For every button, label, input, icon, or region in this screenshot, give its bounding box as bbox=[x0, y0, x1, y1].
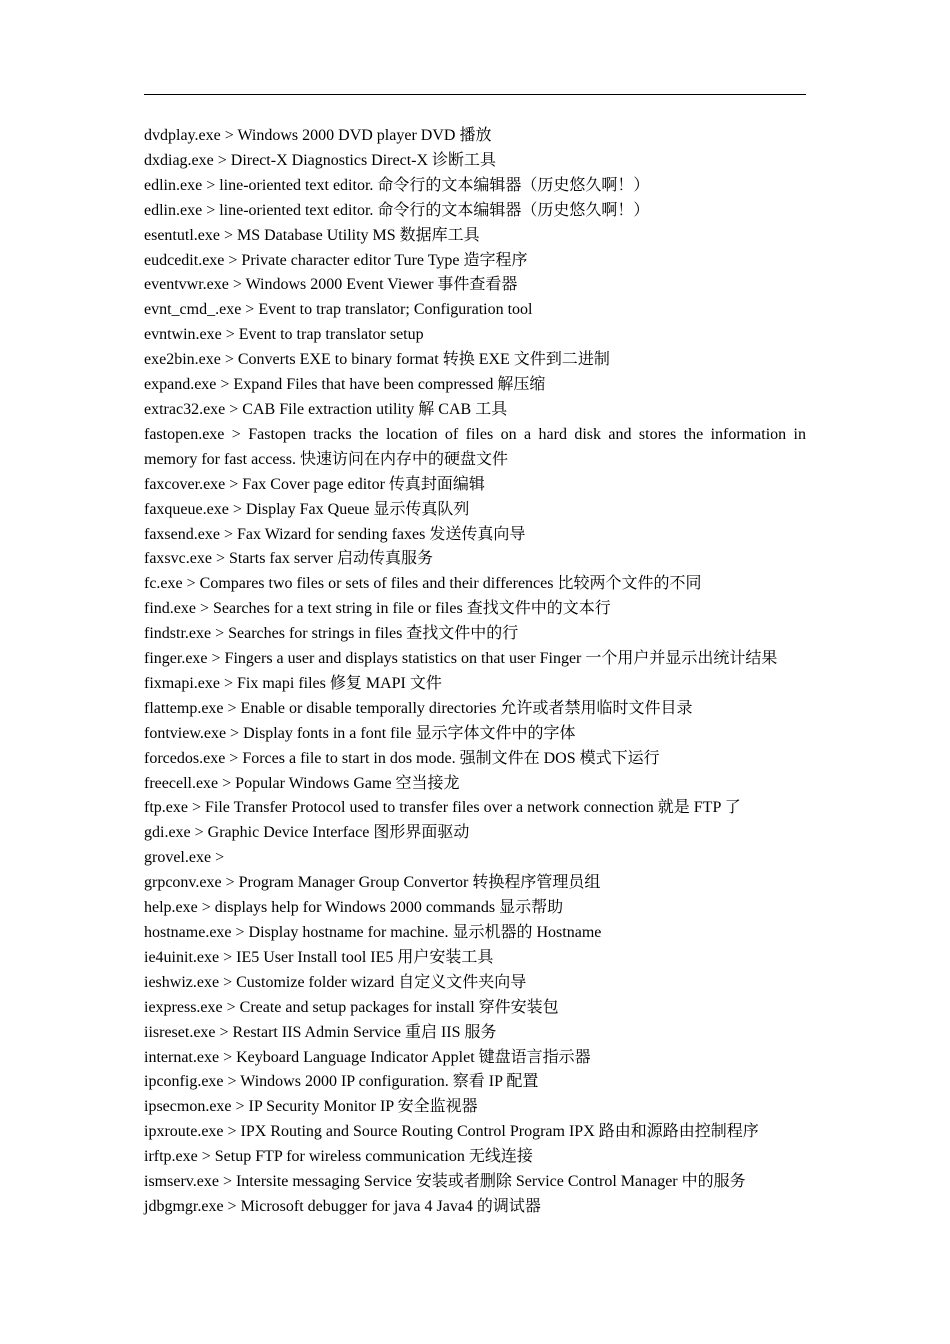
list-item: internat.exe > Keyboard Language Indicator Applet 键盘语言指示器 bbox=[144, 1048, 591, 1066]
list-item: ipconfig.exe > Windows 2000 IP configuration. 察看 IP 配置 bbox=[144, 1073, 539, 1091]
header-rule bbox=[144, 94, 806, 95]
list-item: freecell.exe > Popular Windows Game 空当接龙 bbox=[144, 774, 460, 792]
command-list bbox=[144, 124, 806, 1220]
list-item: extrac32.exe > CAB File extraction utility 解 CAB 工具 bbox=[144, 400, 508, 418]
list-item: find.exe > Searches for a text string in file or files 查找文件中的文本行 bbox=[144, 600, 611, 618]
list-item: irftp.exe > Setup FTP for wireless communication 无线连接 bbox=[144, 1148, 533, 1166]
list-item: findstr.exe > Searches for strings in files 查找文件中的行 bbox=[144, 625, 519, 643]
list-item: esentutl.exe > MS Database Utility MS 数据库工具 bbox=[144, 226, 480, 244]
list-item: edlin.exe > line-oriented text editor. 命令行的文本编辑器（历史悠久啊！） bbox=[144, 201, 650, 219]
list-item: fastopen.exe > Fastopen tracks the location of files on a hard disk and stores the information in memory for fast access. 快速访问在内存中的硬盘文件 bbox=[144, 425, 806, 468]
list-item: dxdiag.exe > Direct-X Diagnostics Direct-X 诊断工具 bbox=[144, 151, 497, 169]
list-item: jdbgmgr.exe > Microsoft debugger for java 4 Java4 的调试器 bbox=[144, 1197, 541, 1215]
list-item: gdi.exe > Graphic Device Interface 图形界面驱动 bbox=[144, 824, 470, 842]
list-item: ftp.exe > File Transfer Protocol used to transfer files over a network connection 就是 FTP 了 bbox=[144, 799, 741, 817]
list-item: fc.exe > Compares two files or sets of files and their differences 比较两个文件的不同 bbox=[144, 575, 702, 593]
list-item: iexpress.exe > Create and setup packages for install 穿件安装包 bbox=[144, 998, 559, 1016]
list-item: ismserv.exe > Intersite messaging Service 安装或者删除 Service Control Manager 中的服务 bbox=[144, 1173, 746, 1191]
list-item: flattemp.exe > Enable or disable temporally directories 允许或者禁用临时文件目录 bbox=[144, 699, 693, 717]
list-item: iisreset.exe > Restart IIS Admin Service 重启 IIS 服务 bbox=[144, 1023, 497, 1041]
list-item: hostname.exe > Display hostname for machine. 显示机器的 Hostname bbox=[144, 924, 602, 941]
list-item: faxqueue.exe > Display Fax Queue 显示传真队列 bbox=[144, 500, 470, 518]
list-item: fontview.exe > Display fonts in a font file 显示字体文件中的字体 bbox=[144, 724, 576, 742]
list-item: dvdplay.exe > Windows 2000 DVD player DVD 播放 bbox=[144, 127, 492, 144]
list-item: eventvwr.exe > Windows 2000 Event Viewer 事件查看器 bbox=[144, 276, 518, 294]
list-item: eudcedit.exe > Private character editor Ture Type 造字程序 bbox=[144, 251, 528, 269]
list-item: faxcover.exe > Fax Cover page editor 传真封面编辑 bbox=[144, 475, 485, 493]
list-item: help.exe > displays help for Windows 2000 commands 显示帮助 bbox=[144, 899, 564, 917]
list-item: evnt_cmd_.exe > Event to trap translator; Configuration tool bbox=[144, 301, 533, 319]
list-item: ipxroute.exe > IPX Routing and Source Routing Control Program IPX 路由和源路由控制程序 bbox=[144, 1123, 759, 1141]
list-item: ie4uinit.exe > IE5 User Install tool IE5 用户安装工具 bbox=[144, 948, 494, 966]
list-item: faxsvc.exe > Starts fax server 启动传真服务 bbox=[144, 550, 433, 568]
list-item: forcedos.exe > Forces a file to start in dos mode. 强制文件在 DOS 模式下运行 bbox=[144, 749, 660, 767]
list-item: exe2bin.exe > Converts EXE to binary format 转换 EXE 文件到二进制 bbox=[144, 351, 610, 369]
list-item: evntwin.exe > Event to trap translator setup bbox=[144, 326, 424, 344]
list-item: faxsend.exe > Fax Wizard for sending faxes 发送传真向导 bbox=[144, 525, 526, 543]
list-item: grpconv.exe > Program Manager Group Convertor 转换程序管理员组 bbox=[144, 874, 601, 892]
list-item: ieshwiz.exe > Customize folder wizard 自定义文件夹向导 bbox=[144, 973, 527, 991]
list-item: edlin.exe > line-oriented text editor. 命令行的文本编辑器（历史悠久啊！） bbox=[144, 176, 650, 194]
list-item: expand.exe > Expand Files that have been compressed 解压缩 bbox=[144, 376, 546, 394]
list-item: grovel.exe > bbox=[144, 849, 225, 867]
list-item: finger.exe > Fingers a user and displays statistics on that user Finger 一个用户并显示出统计结果 bbox=[144, 650, 778, 668]
list-item: fixmapi.exe > Fix mapi files 修复 MAPI 文件 bbox=[144, 674, 442, 692]
list-item: ipsecmon.exe > IP Security Monitor IP 安全监视器 bbox=[144, 1098, 478, 1116]
